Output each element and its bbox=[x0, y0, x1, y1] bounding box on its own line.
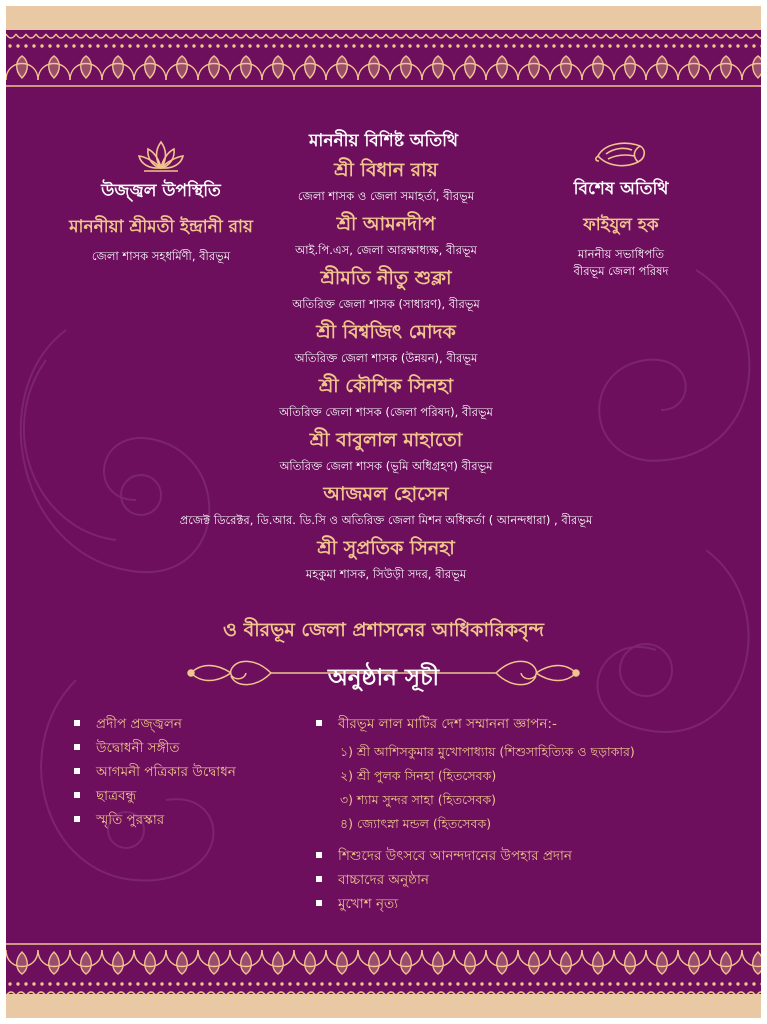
guest-name: শ্রী বিধান রায় bbox=[334, 159, 438, 181]
guest-name: শ্রী বিশ্বজিৎ মোদক bbox=[316, 321, 456, 343]
bullet-icon bbox=[74, 816, 80, 822]
guest-entry bbox=[136, 210, 636, 264]
list-item bbox=[316, 894, 572, 918]
guest-name: শ্রী কৌশিক সিনহা bbox=[318, 375, 454, 397]
guest-name: শ্রী সুপ্রতিক সিনহা bbox=[317, 537, 455, 559]
right-desc-line1: মাননীয় সভাধিপতি bbox=[577, 247, 665, 261]
guest-desc: অতিরিক্ত জেলা শাসক (উন্নয়ন), বীরভূম bbox=[294, 351, 478, 365]
guest-desc: অতিরিক্ত জেলা শাসক (জেলা পরিষদ), বীরভূম bbox=[279, 405, 493, 419]
list-item bbox=[316, 714, 557, 738]
item-label: বীরভূম লাল মাটির দেশ সম্মাননা জ্ঞাপন:- bbox=[338, 716, 557, 732]
right-name: ফাইযুল হক bbox=[583, 215, 659, 235]
list-item bbox=[316, 870, 572, 894]
guest-list bbox=[136, 156, 636, 588]
guest-desc: অতিরিক্ত জেলা শাসক (সাধারণ), বীরভূম bbox=[292, 297, 480, 311]
guest-name: শ্রী আমনদীপ bbox=[336, 213, 436, 235]
item-label: মুখোশ নৃত্য bbox=[338, 896, 399, 912]
guest-entry bbox=[136, 318, 636, 372]
item-label: ছাত্রবন্ধু bbox=[96, 788, 137, 804]
right-title: বিশেষ অতিথি bbox=[573, 179, 669, 199]
left-name: মাননীয়া শ্রীমতী ইন্দ্রানী রায় bbox=[69, 217, 253, 237]
guest-entry bbox=[136, 534, 636, 588]
list-item: ৪) জ্যোৎস্না মন্ডল (হিতসেবক) bbox=[340, 816, 492, 831]
bullet-icon bbox=[316, 852, 322, 858]
item-label: উদ্বোধনী সঙ্গীত bbox=[96, 740, 180, 756]
guest-name: আজমল হোসেন bbox=[323, 483, 449, 505]
top-border-band bbox=[6, 30, 761, 92]
item-label: শিশুদের উৎসবে আনন্দদানের উপহার প্রদান bbox=[338, 848, 572, 864]
list-item bbox=[74, 738, 236, 762]
bullet-icon bbox=[74, 744, 80, 750]
bottom-border-band bbox=[6, 938, 761, 994]
chief-guests-heading: মাননীয় বিশিষ্ট অতিথি bbox=[308, 131, 459, 151]
bullet-icon bbox=[74, 792, 80, 798]
list-item bbox=[74, 786, 236, 810]
left-desc: জেলা শাসক সহধর্মিণী, বীরভূম bbox=[91, 249, 231, 263]
guest-entry bbox=[136, 156, 636, 210]
guest-entry bbox=[136, 372, 636, 426]
bullet-icon bbox=[316, 720, 322, 726]
list-item: ২) শ্রী পুলক সিনহা (হিতসেবক) bbox=[340, 768, 497, 783]
programme-title: অনুষ্ঠান সূচী bbox=[327, 665, 440, 691]
item-label: আগমনী পত্রিকার উদ্বোধন bbox=[96, 764, 236, 780]
bullet-icon bbox=[74, 720, 80, 726]
bullet-icon bbox=[74, 768, 80, 774]
list-item bbox=[74, 762, 236, 786]
list-item bbox=[74, 714, 236, 738]
guest-name: শ্রী বাবুলাল মাহাতো bbox=[309, 429, 463, 451]
guest-desc: আই.পি.এস, জেলা আরক্ষাধ্যক্ষ, বীরভূম bbox=[295, 243, 477, 257]
bullet-icon bbox=[316, 900, 322, 906]
programme-right-list-2 bbox=[316, 846, 572, 918]
guest-desc: জেলা শাসক ও জেলা সমাহর্তা, বীরভূম bbox=[297, 189, 475, 203]
officials-closing-line: ও বীরভূম জেলা প্রশাসনের আধিকারিকবৃন্দ bbox=[223, 619, 544, 641]
item-label: স্মৃতি পুরস্কার bbox=[96, 812, 165, 828]
guest-desc: মহকুমা শাসক, সিউড়ী সদর, বীরভূম bbox=[305, 567, 467, 581]
list-item: ৩) শ্যাম সুন্দর সাহা (হিতসেবক) bbox=[340, 792, 496, 807]
invitation-card bbox=[6, 6, 761, 1018]
guest-desc: প্রজেক্ট ডিরেক্টর, ডি.আর. ডি.সি ও অতিরিক্ত জেলা মিশন অধিকর্তা ( আনন্দধারা) , বীরভূম bbox=[179, 513, 593, 527]
guest-name: শ্রীমতি নীতু শুক্লা bbox=[320, 267, 452, 289]
bullet-icon bbox=[316, 876, 322, 882]
left-title: উজ্জ্বল উপস্থিতি bbox=[101, 181, 221, 201]
guest-entry bbox=[136, 426, 636, 480]
felicitation-list bbox=[340, 742, 635, 838]
guest-desc: অতিরিক্ত জেলা শাসক (ভূমি অধিগ্রহণ) বীরভূম bbox=[279, 459, 493, 473]
list-item bbox=[74, 810, 236, 834]
guest-entry bbox=[136, 264, 636, 318]
list-item: ১) শ্রী আশিসকুমার মুখোপাধ্যায় (শিশুসাহিত্যিক ও ছড়াকার) bbox=[340, 744, 635, 759]
guest-entry bbox=[136, 480, 636, 534]
programme-left-list bbox=[74, 714, 236, 834]
right-desc-line2: বীরভূম জেলা পরিষদ bbox=[573, 264, 669, 278]
item-label: প্রদীপ প্রজ্জ্বলন bbox=[96, 716, 182, 732]
list-item bbox=[316, 846, 572, 870]
purple-panel bbox=[6, 30, 761, 994]
programme-right-list bbox=[316, 714, 557, 738]
item-label: বাচ্চাদের অনুষ্ঠান bbox=[338, 872, 429, 888]
